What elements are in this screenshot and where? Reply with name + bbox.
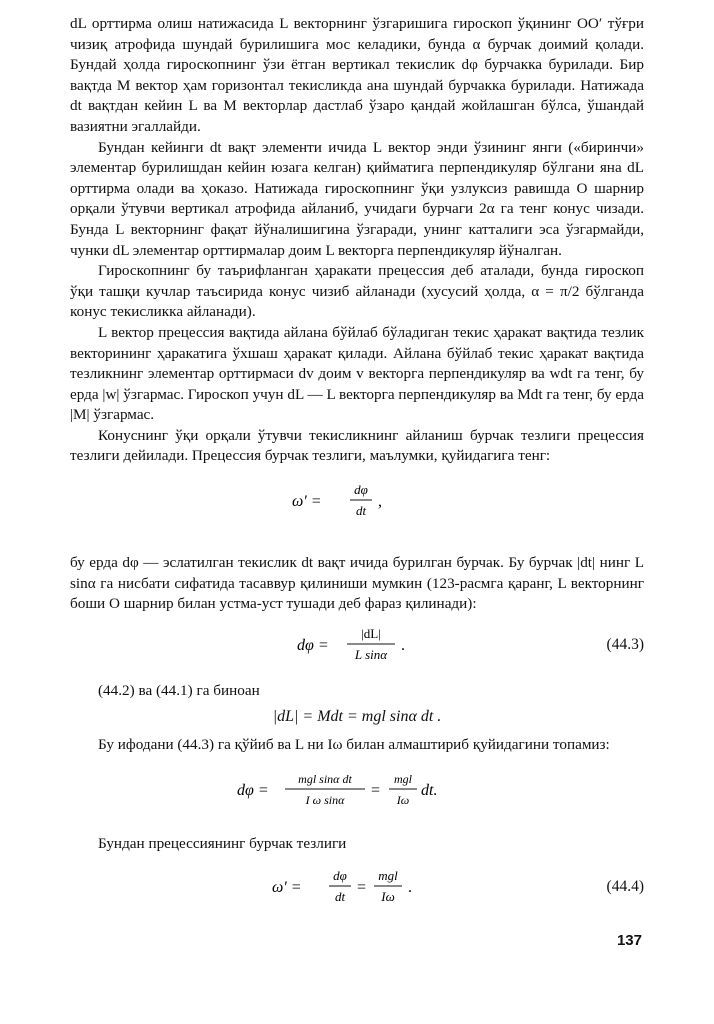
- fraction-denominator: dt: [334, 888, 346, 904]
- fraction-numerator: mgl sinα dt: [298, 772, 352, 787]
- paragraph: dL орттирма олиш натижасида L векторнинг ўзгаришига гироскоп ўқининг OO′ тўғри чизиқ атрофида шундай бурилишига мос келадики, бунда α бурчак доимий қолади. Бундай ҳолда гироскопнинг ўзи ётган вертикал текислик dφ бурчакка бурилади. Бир вақтда M вектор ҳам горизонтал текисликда ана шундай бурчакка бурилади. Натижада dt вақтдан кейин L ва M векторлар дастлаб ўзаро қандай жойлашган бўлса, ўшандай вазиятни эгаллайди.: [70, 15, 644, 135]
- equation-text: |dL| = Mdt = mgl sinα dt .: [272, 708, 442, 726]
- paragraph: Бундан кейинги dt вақт элементи ичида L вектор энди ўзининг янги («биринчи» элементар бурилишдан кейин юзага келган) қийматига перпендикуляр бўлгани яна dL орттирма олади ва ҳоказо. Натижада гироскопнинг ўқи узлуксиз равишда O шарнир орқали ўтувчи вертикал атрофида айланиб, учидаги бурчаги 2α га тенг конус чизади. Бунда L векторнинг фақат йўналишигина ўзгаради, унинг катталиги эса ўзгармайди, чунки dL элементар орттирмалар доим L векторга перпендикуляр йўналган.: [70, 138, 644, 259]
- equation-tail: dt.: [421, 782, 438, 800]
- paragraph: бу ерда dφ — эслатилган текислик dt вақт ичида бурилган бурчак. Бу бурчак |dt| нинг L sinα га нисбати сифатида тасаввур қилиниши мумкин (123-расмга қаранг, L векторнинг боши O шарнир билан устма-уст тушади деб фараз қилинади):: [70, 554, 644, 613]
- page-content: [70, 14, 644, 925]
- paragraph: Конуснинг ўқи орқали ўтувчи текисликнинг айланиш бурчак тезлиги прецессия тезлиги дейилади. Прецессия бурчак тезлиги, маълумки, қуйидагига тенг:: [70, 426, 644, 465]
- fraction-numerator: |dL|: [361, 625, 381, 641]
- equation-svg: [237, 768, 477, 812]
- paragraph: Бундан прецессиянинг бурчак тезлиги: [98, 835, 347, 853]
- equation-punct: .: [401, 636, 405, 654]
- fraction-numerator: dφ: [354, 482, 368, 498]
- paragraph: Бу ифодани (44.3) га қўйиб ва L ни Iω билан алмаштириб қуйидагини топамиз:: [98, 736, 610, 754]
- fraction-denominator: Iω: [381, 888, 395, 904]
- fraction-numerator: dφ: [333, 867, 347, 883]
- equation-dphi-definition: [70, 623, 644, 675]
- equation-svg: [297, 623, 447, 667]
- paragraph: Гироскопнинг бу таърифланган ҳаракати прецессия деб аталади, бунда гироскоп ўқи ташқи кучлар таъсирида конус чизиб айланади (хусусий ҳолда, α = π/2 бўлганда конус текисликка айланади).: [70, 262, 644, 321]
- equation-lhs: ω′ =: [292, 493, 322, 511]
- fraction-denominator: Iω: [396, 793, 410, 808]
- equation-dL: [70, 705, 644, 729]
- equation-number: (44.4): [606, 877, 644, 895]
- equation-lhs: dφ =: [297, 636, 329, 654]
- equation-punct: .: [408, 878, 412, 896]
- equation-lhs: ω′ =: [272, 878, 302, 896]
- equation-punct: ,: [378, 493, 382, 511]
- equation-operator: =: [357, 878, 367, 896]
- fraction-denominator: I ω sinα: [305, 793, 345, 808]
- paragraph: L вектор прецессия вақтида айлана бўйлаб бўладиган текис ҳаракат вақтида тезлик векторининг ҳаракатига ўхшаш ҳаракат қилади. Айлана бўйлаб текис ҳаракат вақтида тезликнинг элементар орттирмаси dv доим v векторга перпендикуляр ва wdt га тенг, бу ерда |w| ўзгармас. Гироскоп учун dL — L векторга перпендикуляр ва Mdt га тенг, бу ерда |M| ўзгармас.: [70, 323, 644, 424]
- equation-lhs: dφ =: [237, 782, 269, 800]
- fraction-numerator: mgl: [378, 867, 398, 883]
- fraction-denominator: dt: [355, 503, 367, 519]
- equation-svg: [272, 865, 442, 909]
- fraction-denominator: L sinα: [354, 646, 388, 662]
- equation-number: (44.3): [606, 635, 644, 653]
- page-number: 137: [616, 932, 642, 949]
- equation-omega-final: [70, 865, 644, 917]
- equation-dphi-expression: [70, 768, 644, 820]
- paragraph: (44.2) ва (44.1) га биноан: [98, 681, 260, 699]
- equation-operator: =: [371, 782, 381, 800]
- equation-svg: [292, 479, 422, 523]
- fraction-numerator: mgl: [394, 772, 412, 787]
- equation-omega-definition: [70, 479, 644, 531]
